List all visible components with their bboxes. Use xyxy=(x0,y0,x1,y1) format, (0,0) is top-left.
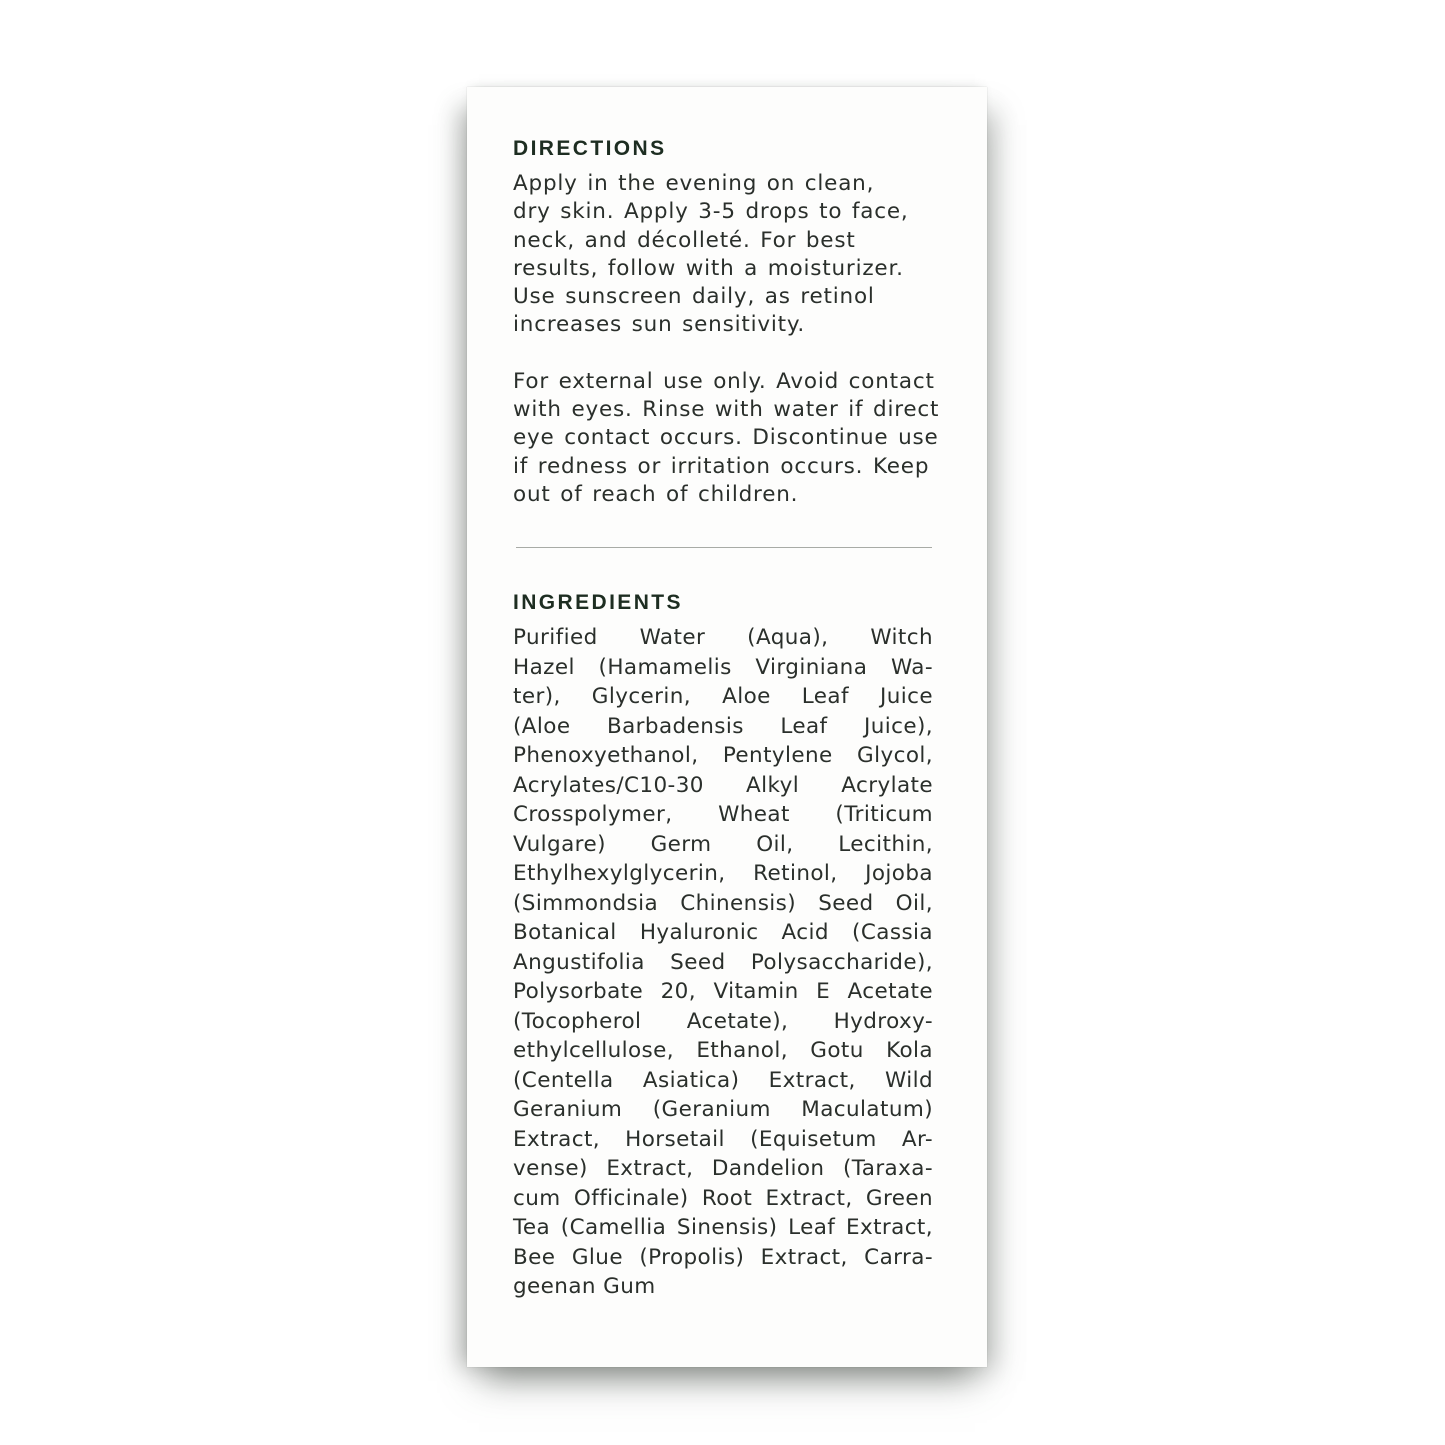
text-line: (Aloe Barbadensis Leaf Juice), xyxy=(513,713,933,739)
text-line: (Simmondsia Chinensis) Seed Oil, xyxy=(513,890,933,916)
text-line: cum Officinale) Root Extract, Green xyxy=(513,1185,933,1211)
text-line: Purified Water (Aqua), Witch xyxy=(513,625,933,651)
text-line: geenan Gum xyxy=(513,1274,656,1300)
text-line: For external use only. Avoid contact xyxy=(513,368,935,394)
directions-heading: DIRECTIONS xyxy=(513,137,667,160)
text-line: Apply in the evening on clean, xyxy=(513,171,875,196)
text-line: Vulgare) Germ Oil, Lecithin, xyxy=(513,831,933,857)
text-line: Crosspolymer, Wheat (Triticum xyxy=(513,802,933,828)
text-line: eye contact occurs. Discontinue use xyxy=(513,425,939,451)
text-line: Geranium (Geranium Maculatum) xyxy=(513,1097,933,1123)
text-line: vense) Extract, Dandelion (Taraxa- xyxy=(513,1156,933,1182)
text-line: ter), Glycerin, Aloe Leaf Juice xyxy=(513,684,933,710)
ingredients-heading: INGREDIENTS xyxy=(513,591,683,615)
text-line: Bee Glue (Propolis) Extract, Carra- xyxy=(513,1244,933,1270)
text-line: with eyes. Rinse with water if direct xyxy=(513,397,940,423)
text-line: Tea (Camellia Sinensis) Leaf Extract, xyxy=(513,1215,933,1241)
section-divider xyxy=(516,547,932,548)
text-line: out of reach of children. xyxy=(513,481,799,507)
text-line: (Tocopherol Acetate), Hydroxy- xyxy=(513,1008,933,1034)
directions-usage-paragraph xyxy=(513,170,933,340)
text-line: Botanical Hyaluronic Acid (Cassia xyxy=(513,920,933,946)
directions-warning-paragraph xyxy=(513,368,940,509)
text-line: neck, and décolleté. For best xyxy=(513,227,856,253)
text-line: if redness or irritation occurs. Keep xyxy=(513,453,930,479)
ingredients-list xyxy=(513,623,933,1302)
text-line: Angustifolia Seed Polysaccharide), xyxy=(513,949,933,975)
text-line: dry skin. Apply 3-5 drops to face, xyxy=(513,199,909,225)
label-back-panel xyxy=(467,87,987,1367)
text-line: Ethylhexylglycerin, Retinol, Jojoba xyxy=(513,861,933,887)
text-line: Polysorbate 20, Vitamin E Acetate xyxy=(513,979,933,1005)
text-line: ethylcellulose, Ethanol, Gotu Kola xyxy=(513,1038,933,1064)
text-line: Hazel (Hamamelis Virginiana Wa- xyxy=(513,654,933,680)
text-line: Phenoxyethanol, Pentylene Glycol, xyxy=(513,743,933,769)
text-line: increases sun sensitivity. xyxy=(513,312,805,338)
text-line: results, follow with a moisturizer. xyxy=(513,255,904,281)
text-line: Extract, Horsetail (Equisetum Ar- xyxy=(513,1126,933,1152)
text-line: Use sunscreen daily, as retinol xyxy=(513,284,875,310)
text-line: (Centella Asiatica) Extract, Wild xyxy=(513,1067,933,1093)
text-line: Acrylates/C10-30 Alkyl Acrylate xyxy=(513,772,933,798)
